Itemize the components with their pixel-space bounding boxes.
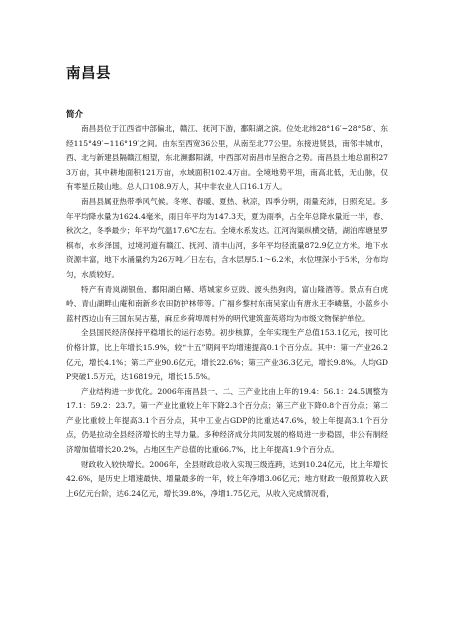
paragraph-fiscal-revenue: 财政收入较快增长。2006年，全县财政总收入实现三级连跨，达到10.24亿元，比上年增长42.6%，是历史上增速最快、增量最多的一年，较上年净增3.06亿元；地方财政一般预算收入跃上6亿元台阶，达6.24亿元，增长39.8%，净增1.75亿元，从收入完成情况看，	[66, 459, 388, 498]
paragraph-industry-structure: 产业结构进一步优化。2006年南昌县一、二、三产业比由上年的19.4：56.1：24.5调整为17.1：59.2：23.7。第一产业比重较上年下降2.3个百分点；第三产业下降0.8个百分点；第二产业比重较上年提高3.1个百分点，其中工业占GDP的比重达47.6%，较上年提高3.1个百分点，仍是拉动全县经济增长的主导力量。多种经济成分共同发展的格局进一步稳固，非公有制经济增加值增长20.2%，占地区生产总值的比重66.7%，比上年提高1.9个百分点。	[66, 386, 388, 455]
paragraph-specialties: 特产有青岚湖银鱼、鄱阳湖白鳝、塔城家乡豆豉、渡头热狗肉，富山隆酒等。景点有白虎岭、青山湖畔山庵和南新乡农田防护林带等。广福乡黎村东南吴家山有唐永王李嶙墓，小蓝乡小蓝村西边山有三国东吴古墓，麻丘乡荷埠周村外的明代建筑蛮英塔均为市级文物保护单位。	[66, 284, 388, 323]
paragraph-location: 南昌县位于江西省中部偏北，赣江、抚河下游，鄱阳湖之滨。位处北纬28°16′~28°58′、东经115°49′~116°19′之间。由东至西宽36公里，从南至北77公里。东接进贤县，南邻丰城市，西、北与新建县隔赣江相望，东北濒鄱阳湖，中西部对南昌市呈抱合之势。南昌县土地总面积273万亩，其中耕地面积121万亩，水域面积102.4万亩。全境地势平坦，南高北低，无山脉，仅有零星丘陵山地。总人口108.9万人，其中非农业人口16.1万人。	[66, 124, 388, 192]
page-title: 南昌县	[66, 66, 111, 82]
section-heading: 简介	[66, 110, 84, 120]
body-text	[66, 122, 388, 501]
paragraph-climate: 南昌县属亚热带季风气候。冬寒、春暖、夏热、秋凉，四季分明，雨量充沛，日照充足。多年平均降水量为1624.4毫米，雨日年平均为147.3天，夏为雨季，占全年总降水量近一半，春、秋次之，冬季最少；年平均气温17.6℃左右。全境水系发达。江河沟渠纵横交错，湖泊库塘星罗棋布，水乡泽国，过境河道有赣江、抚河、清丰山河，多年平均径流量872.9亿立方米。地下水资源丰富，地下水涌量约为26万吨／日左右，含水层厚5.1～6.2米，水位埋深小于5米，分布均匀，水质较好。	[66, 196, 388, 279]
paragraph-economy: 全县国民经济保持平稳增长的运行态势。初步核算，全年实现生产总值153.1亿元，按可比价格计算，比上年增长15.9%，较“十五”期间平均增速提高0.1个百分点。其中：第一产业26.2亿元，增长4.1%；第二产业90.6亿元，增长22.6%；第三产业36.3亿元，增长9.8%。人均GDP突破1.5万元，达16819元，增长15.5%。	[66, 328, 388, 382]
